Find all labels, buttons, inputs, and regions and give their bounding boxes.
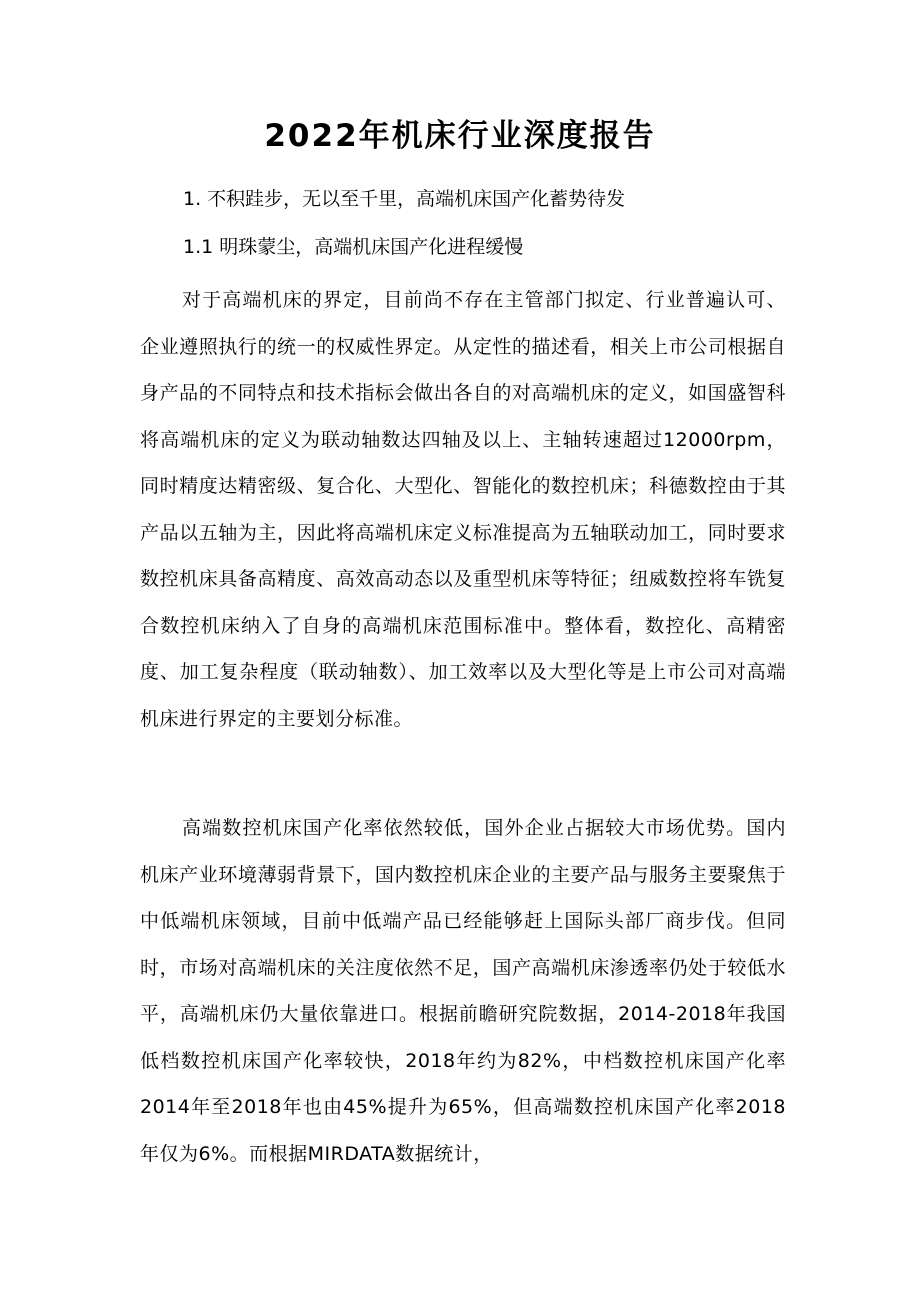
document-title: 2022年机床行业深度报告 (264, 118, 656, 154)
section-heading-1: 1. 不积跬步，无以至千里，高端机床国产化蓄势待发 (183, 188, 626, 210)
paragraph-high-end-definition: 对于高端机床的界定，目前尚不存在主管部门拟定、行业普遍认可、企业遵照执行的统一的权威性界定。从定性的描述看，相关上市公司根据自身产品的不同特点和技术指标会做出各自的对高端机床的定义，如国盛智科将高端机床的定义为联动轴数达四轴及以上、主轴转速超过12000rpm，同时精度达精密级、复合化、大型化、智能化的数控机床；科德数控由于其产品以五轴为主，因此将高端机床定义标准提高为五轴联动加工，同时要求数控机床具备高精度、高效高动态以及重型机床等特征；纽威数控将车铣复合数控机床纳入了自身的高端机床范围标准中。整体看，数控化、高精密度、加工复杂程度（联动轴数）、加工效率以及大型化等是上市公司对高端机床进行界定的主要划分标准。 (140, 289, 786, 730)
paragraph-localization-rate: 高端数控机床国产化率依然较低，国外企业占据较大市场优势。国内机床产业环境薄弱背景下，国内数控机床企业的主要产品与服务主要聚焦于中低端机床领域，目前中低端产品已经能够赶上国际头部厂商步伐。但同时，市场对高端机床的关注度依然不足，国产高端机床渗透率仍处于较低水平，高端机床仍大量依靠进口。根据前瞻研究院数据，2014-2018年我国低档数控机床国产化率较快，2018年约为82%，中档数控机床国产化率2014年至2018年也由45%提升为65%，但高端数控机床国产化率2018年仅为6%。而根据MIRDATA数据统计， (140, 817, 786, 1165)
section-heading-1-1: 1.1 明珠蒙尘，高端机床国产化进程缓慢 (183, 236, 524, 258)
